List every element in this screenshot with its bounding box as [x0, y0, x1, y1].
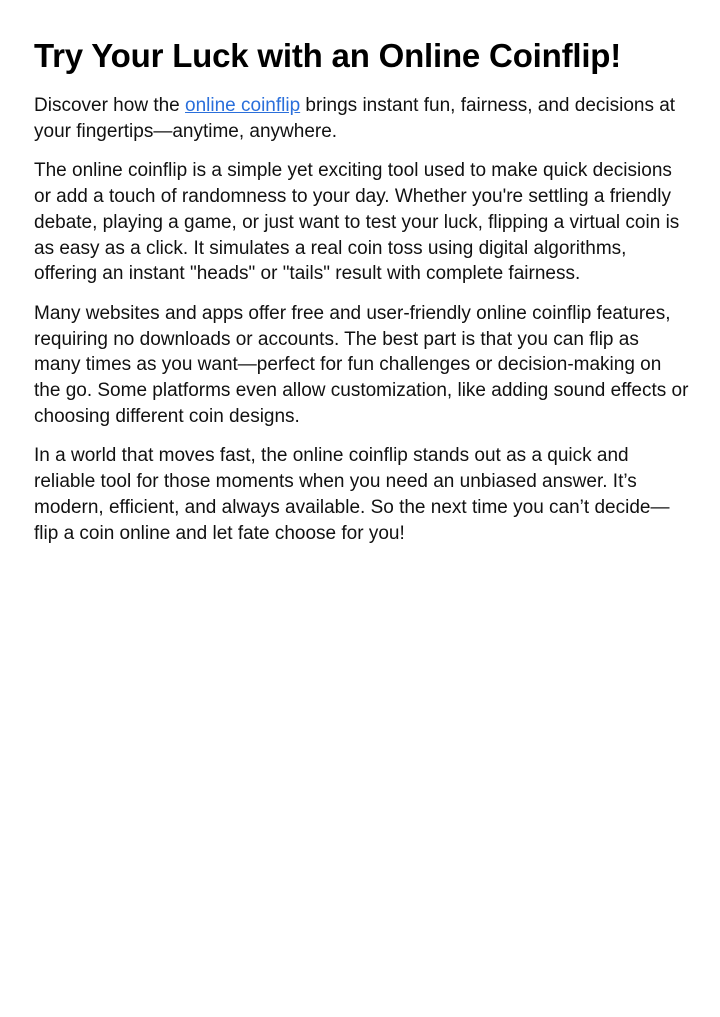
article [34, 36, 690, 560]
intro-text-after-link: brings instant fun, fairness, and decisions at your fingertips—anytime, anywhere. [34, 95, 676, 142]
body-paragraph-3: In a world that moves fast, the online coinflip stands out as a quick and reliable tool for those moments when you need an unbiased answer. It’s modern, efficient, and always available. So the next time you can’t decide—flip a coin online and let fate choose for you! [34, 445, 670, 544]
body-paragraph-1: The online coinflip is a simple yet exciting tool used to make quick decisions or add a touch of randomness to your day. Whether you're settling a friendly debate, playing a game, or just want to test your luck, flipping a virtual coin is as easy as a click. It simulates a real coin toss using digital algorithms, offering an instant "heads" or "tails" result with complete fairness. [34, 160, 680, 285]
intro-paragraph [34, 93, 690, 144]
body-paragraph-2: Many websites and apps offer free and user-friendly online coinflip features, requiring no downloads or accounts. The best part is that you can flip as many times as you want—perfect for fun challenges or decision-making on the go. Some platforms even allow customization, like adding sound effects or choosing different coin designs. [34, 302, 689, 427]
page-title: Try Your Luck with an Online Coinflip! [34, 37, 622, 74]
intro-text-before-link: Discover how the [34, 95, 186, 116]
online-coinflip-link[interactable]: online coinflip [185, 95, 301, 116]
